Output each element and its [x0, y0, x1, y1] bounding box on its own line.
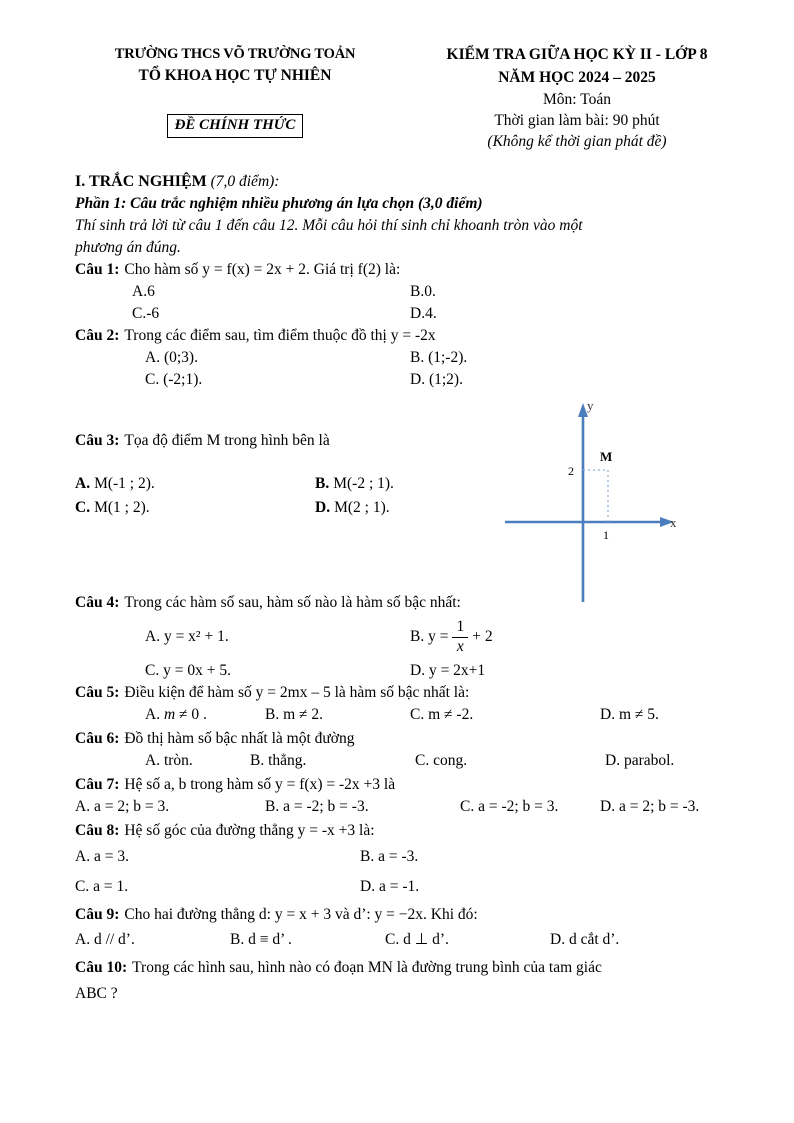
q6-option-c: C. cong.: [415, 752, 468, 769]
q9-option-a: A. d // d’.: [75, 931, 135, 948]
question-7: [75, 774, 754, 818]
q3-option-c-text: M(1 ; 2).: [94, 499, 150, 516]
section-heading-title: I. TRẮC NGHIỆM: [75, 173, 207, 190]
header-school-block: [70, 46, 400, 151]
q4-option-d: D. y = 2x+1: [410, 662, 486, 679]
q9-option-d: D. d cắt d’.: [550, 931, 620, 948]
exam-header: [0, 0, 794, 151]
coordinate-axes-figure: [497, 398, 682, 613]
question-5-label: Câu 5:: [75, 684, 120, 701]
header-exam-block: [400, 46, 754, 151]
q8-option-b: B. a = -3.: [360, 848, 419, 865]
q4-fraction-denominator: x: [456, 637, 464, 655]
section-heading-points: (7,0 điểm):: [206, 173, 280, 190]
question-5-text: Điều kiện để hàm số y = 2mx – 5 là hàm số bậc nhất là:: [124, 684, 470, 701]
question-3-text: Tọa độ điểm M trong hình bên là: [124, 432, 330, 449]
q5-option-a-variable: m: [163, 706, 176, 723]
question-2-options: [145, 347, 754, 391]
q9-option-c: C. d ⊥ d’.: [385, 931, 449, 948]
q4-option-b-prefix: B. y =: [410, 628, 449, 645]
question-1-text: Cho hàm số y = f(x) = 2x + 2. Giá trị f(2) là:: [124, 261, 401, 278]
q5-option-b: B. m ≠ 2.: [265, 706, 324, 723]
q3-option-d-letter: D.: [315, 499, 331, 516]
q2-option-b: B. (1;-2).: [410, 349, 468, 366]
point-m-label: M: [600, 449, 613, 464]
section-heading: [75, 171, 754, 193]
q8-option-c: C. a = 1.: [75, 878, 129, 895]
question-3-label: Câu 3:: [75, 432, 120, 449]
q3-option-b-text: M(-2 ; 1).: [333, 475, 394, 492]
question-9: [75, 904, 754, 953]
question-4-label: Câu 4:: [75, 594, 120, 611]
question-4-options-row1: [145, 614, 754, 682]
question-6: [75, 728, 754, 772]
question-6-label: Câu 6:: [75, 730, 120, 747]
q5-option-a: [145, 704, 265, 726]
question-4-text: Trong các hàm số sau, hàm số nào là hàm số bậc nhất:: [124, 594, 461, 611]
exam-title: KIỂM TRA GIỮA HỌC KỲ II - LỚP 8: [446, 46, 708, 63]
question-6-text: Đồ thị hàm số bậc nhất là một đường: [124, 730, 355, 747]
q3-option-a-text: M(-1 ; 2).: [94, 475, 155, 492]
question-9-text: Cho hai đường thẳng d: y = x + 3 và d’: y = −2x. Khi đó:: [124, 906, 478, 923]
q3-option-c-letter: C.: [75, 499, 91, 516]
question-7-label: Câu 7:: [75, 776, 120, 793]
q7-option-c: C. a = -2; b = 3.: [460, 798, 559, 815]
question-2-text: Trong các điểm sau, tìm điểm thuộc đồ thị y = -2x: [124, 327, 436, 344]
q5-option-a-letter: A.: [145, 706, 164, 723]
question-8-text: Hệ số góc của đường thẳng y = -x +3 là:: [124, 822, 375, 839]
instruction-line1: Thí sinh trả lời từ câu 1 đến câu 12. Mỗi câu hỏi thí sinh chỉ khoanh tròn vào một: [75, 217, 583, 234]
question-6-options: [145, 750, 754, 772]
q3-option-a: [75, 472, 315, 496]
q8-option-d: D. a = -1.: [360, 878, 420, 895]
q5-option-a-rest: ≠ 0 .: [175, 706, 207, 723]
q3-option-c: [75, 496, 315, 520]
question-8-label: Câu 8:: [75, 822, 120, 839]
y-tick-2-label: 2: [568, 464, 574, 478]
q2-option-d: D. (1;2).: [410, 371, 463, 388]
y-axis-label: y: [587, 398, 594, 413]
school-name: TRƯỜNG THCS VÕ TRƯỜNG TOẢN: [114, 46, 356, 62]
q4-option-b-suffix: + 2: [472, 628, 493, 645]
question-7-text: Hệ số a, b trong hàm số y = f(x) = -2x +3 là: [124, 776, 396, 793]
q4-option-b: [410, 614, 754, 660]
q3-option-b-letter: B.: [315, 475, 330, 492]
q4-option-b-fraction: [452, 619, 468, 655]
part-heading: Phần 1: Câu trắc nghiệm nhiều phương án lựa chọn (3,0 điểm): [75, 195, 483, 212]
question-8-options: [75, 842, 754, 902]
q3-option-d-text: M(2 ; 1).: [334, 499, 390, 516]
official-exam-stamp: ĐỀ CHÍNH THỨC: [167, 114, 304, 138]
x-axis-label: x: [670, 515, 677, 530]
question-10-text: Trong các hình sau, hình nào có đoạn MN là đường trung bình của tam giác: [132, 959, 602, 976]
question-1: [75, 259, 754, 325]
q4-fraction-numerator: 1: [452, 619, 468, 637]
q7-option-b: B. a = -2; b = -3.: [265, 798, 369, 815]
instruction-line2: phương án đúng.: [75, 239, 181, 256]
question-1-options: [132, 281, 754, 325]
question-2: [75, 325, 754, 391]
question-5: [75, 682, 754, 726]
q6-option-a: A. tròn.: [145, 752, 193, 769]
q1-option-b: B.0.: [410, 283, 436, 300]
q7-option-d: D. a = 2; b = -3.: [600, 798, 700, 815]
department-name: TỔ KHOA HỌC TỰ NHIÊN: [138, 67, 332, 84]
q3-option-a-letter: A.: [75, 475, 91, 492]
coordinate-figure: [497, 398, 682, 613]
q5-option-c: C. m ≠ -2.: [410, 706, 474, 723]
question-9-label: Câu 9:: [75, 906, 120, 923]
q4-option-a: A. y = x² + 1.: [145, 628, 229, 645]
q8-option-a: A. a = 3.: [75, 848, 129, 865]
q6-option-d: D. parabol.: [605, 752, 675, 769]
q2-option-c: C. (-2;1).: [145, 371, 203, 388]
duration: Thời gian làm bài: 90 phút: [494, 112, 660, 129]
q2-option-a: A. (0;3).: [145, 349, 198, 366]
duration-note: (Không kể thời gian phát đề): [487, 133, 667, 150]
subject: Môn: Toán: [543, 91, 611, 108]
question-10-label: Câu 10:: [75, 959, 128, 976]
question-10: [75, 955, 754, 1007]
question-1-label: Câu 1:: [75, 261, 120, 278]
q1-option-c: C.-6: [132, 305, 160, 322]
question-2-label: Câu 2:: [75, 327, 120, 344]
question-10-text-line2: ABC ?: [75, 985, 118, 1002]
question-8: [75, 820, 754, 902]
question-9-options: [75, 926, 754, 953]
q5-option-d: D. m ≠ 5.: [600, 706, 659, 723]
q9-option-b: B. d ≡ d’ .: [230, 931, 292, 948]
question-5-options: [145, 704, 754, 726]
x-tick-1-label: 1: [603, 528, 609, 542]
q1-option-a: A.6: [132, 283, 155, 300]
q1-option-d: D.4.: [410, 305, 437, 322]
q4-option-c: C. y = 0x + 5.: [145, 662, 231, 679]
question-7-options: [75, 796, 754, 818]
q6-option-b: B. thẳng.: [250, 752, 307, 769]
school-year: NĂM HỌC 2024 – 2025: [498, 69, 656, 86]
q7-option-a: A. a = 2; b = 3.: [75, 798, 170, 815]
